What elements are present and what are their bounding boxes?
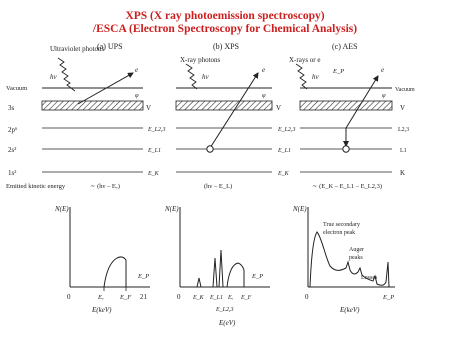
ups-electron-label: e [135, 66, 139, 74]
xps-level-l23-label: E_L2,3 [148, 127, 166, 133]
ups-energy-panel [6, 42, 151, 190]
ups-ep-label: E_P [138, 273, 150, 280]
xps-core-hole [207, 146, 213, 152]
aes-ylabel: N(E) [293, 205, 307, 213]
level-3s-label: 3s [8, 104, 15, 112]
ups-v-label: V [146, 104, 152, 112]
xps-tick-ef: E_F [241, 295, 252, 301]
aes-energy-panel [277, 42, 415, 190]
aes-level-l1-label: E_L1 [278, 148, 292, 154]
aes-right-l23: L2,3 [398, 127, 410, 133]
ups-photon-wave [58, 58, 75, 91]
aes-origin: 0 [305, 293, 309, 301]
level-1s-label: 1s² [8, 169, 17, 177]
aes-right-v: V [400, 104, 406, 112]
aes-xlabel: E(keV) [340, 306, 360, 314]
xps-valence-band-curve [227, 263, 244, 287]
aes-secondary-label-line2: electron peak [323, 230, 356, 236]
aes-level-k-label: E_K [278, 171, 289, 177]
aes-valence-band [300, 101, 392, 110]
xps-photon-wave [186, 64, 197, 89]
aes-spectrum [292, 205, 395, 314]
aes-photon-wave [296, 64, 307, 89]
aes-kinetic-formula: ∼ (E_K – E_L1 – E_L2,3) [312, 183, 383, 190]
xps-tick-el1: E_L1 [210, 295, 224, 301]
aes-electron-label: e [381, 66, 385, 74]
xps-source-label: X-ray photons [180, 56, 221, 64]
level-vacuum-label: Vacuum [6, 85, 28, 92]
aes-heading: (c) AES [332, 42, 358, 51]
aes-right-l1: L1 [400, 148, 407, 154]
ups-origin: 0 [67, 293, 71, 301]
xps-heading: (b) XPS [213, 42, 240, 51]
aes-losses-label: Losses [361, 275, 378, 281]
ups-xlabel: E(keV) [92, 306, 112, 314]
aes-auger-label-line2: peaks [349, 255, 363, 261]
level-2p-label: 2p⁶ [8, 126, 18, 134]
xps-ep-label: E_P [252, 273, 264, 280]
aes-right-vacuum: Vacuum [395, 87, 415, 93]
aes-auger-label-line1: Auger [349, 247, 364, 253]
xps-phi-label: φ [262, 92, 266, 99]
xps-electron-label: e [262, 66, 266, 74]
xps-tick-el23: E_L2,3 [216, 307, 234, 313]
xps-valence-band [176, 101, 272, 110]
aes-right-k: K [400, 169, 406, 177]
xps-spectrum [164, 205, 270, 327]
ups-spectrum [54, 205, 150, 314]
aes-secondary-label-line1: True secondary [323, 222, 360, 228]
kinetic-label: Emitted kinetic energy [6, 183, 66, 190]
xps-electron-arrow [210, 73, 258, 148]
ups-valence-band [42, 101, 143, 110]
xps-xlabel: E(eV) [219, 319, 236, 327]
xps-ylabel: N(E) [165, 205, 179, 213]
xps-tick-ev: Eᵥ [228, 295, 234, 301]
xps-peak-l23 [219, 250, 223, 287]
xps-level-k-label: E_K [148, 171, 159, 177]
xps-kinetic-formula: (hν – E_L) [204, 183, 233, 190]
ups-kinetic-formula: ∼ (hν – Eᵥ) [90, 183, 120, 190]
ups-tick-ef: E_F [120, 294, 132, 301]
ups-tick-ev: Eᵥ [98, 294, 104, 301]
xps-v-label: V [276, 104, 282, 112]
aes-photon-label: hν [312, 73, 319, 81]
ups-tick-21: 21 [140, 293, 147, 301]
xps-peak-k [197, 278, 201, 287]
xps-photon-label: hν [202, 73, 209, 81]
xps-level-l1-label: E_L1 [148, 148, 162, 154]
title-line-1: XPS (X ray photoemission spectroscopy) [125, 10, 325, 22]
ups-source-label: Ultraviolet photons [50, 45, 105, 53]
title-line-2: /ESCA (Electron Spectroscopy for Chemical Analysis) [92, 23, 358, 35]
level-2s-label: 2s² [8, 146, 17, 154]
aes-core-hole [343, 146, 349, 152]
aes-source-label: X-rays or e [289, 56, 321, 64]
ups-photon-label: hν [50, 73, 57, 81]
aes-ep-label-plot: E_P [383, 294, 395, 301]
ups-heading: (a) UPS [97, 42, 123, 51]
ups-spectrum-curve [104, 257, 126, 287]
xps-tick-ek: E_K [193, 295, 204, 301]
xps-energy-panel [147, 42, 281, 190]
aes-phi-label: φ [382, 92, 386, 99]
ups-ylabel: N(E) [55, 205, 69, 213]
aes-ep-label: E_P [333, 68, 345, 75]
aes-level-l23-label: E_L2,3 [278, 127, 296, 133]
xps-peak-l1 [213, 258, 217, 287]
ups-phi-label: φ [135, 92, 139, 99]
xps-origin: 0 [177, 293, 181, 301]
